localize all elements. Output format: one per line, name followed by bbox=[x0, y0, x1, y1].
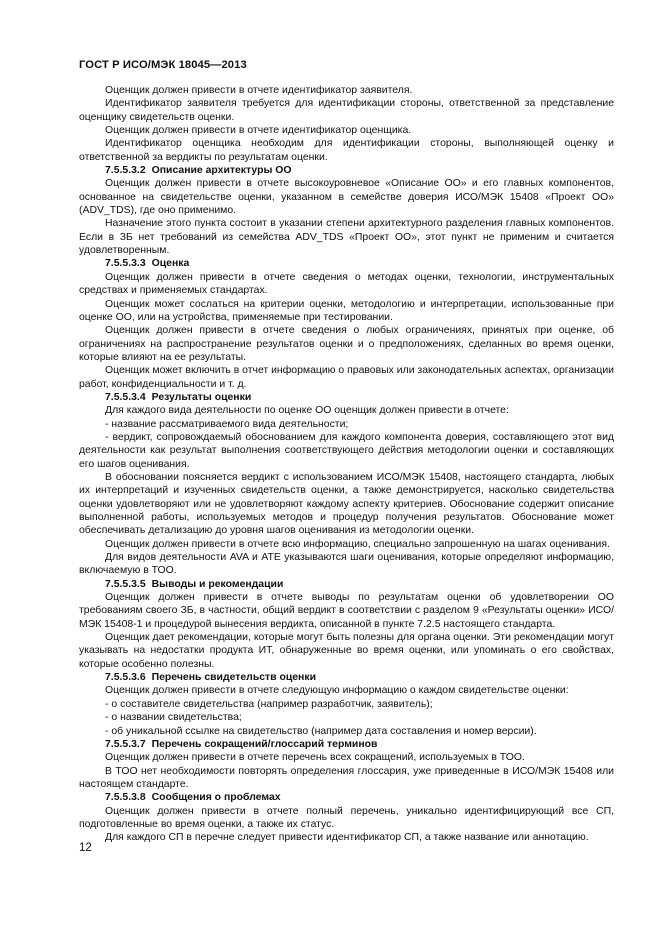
paragraph: Оценщик должен привести в отчете выводы по результатам оценки об удовлетворении ОО требованиям своего ЗБ, в частности, общий вердикт в соответствии с разделом 9 «Результаты оценки» ИСО/МЭК 15408-1 и процедурой вынесения вердикта, описанной в пункте 7.2.5 настоящего стандарта. bbox=[79, 592, 614, 630]
list-item: - название рассматриваемого вида деятельности; bbox=[105, 418, 349, 430]
section-title: Перечень свидетельств оценки bbox=[151, 672, 317, 684]
paragraph: Оценщик должен привести в отчете перечень всех сокращений, используемых в ТОО. bbox=[105, 752, 525, 764]
section-heading bbox=[79, 791, 614, 804]
paragraph: - вердикт, сопровождаемый обоснованием для каждого компонента доверия, составляющего этот вид деятельности как результат выполнения соответствующего действия методологии оценки и составляющих его шагов оценивания. bbox=[79, 431, 614, 470]
paragraph: Оценщик может сослаться на критерии оценки, методологию и интерпретации, использованные при оценке ОО, или на устройства, применяемые при тестировании. bbox=[79, 298, 614, 323]
list-item: - об уникальной ссылке на свидетельство (например дата составления и номер версии). bbox=[105, 725, 537, 737]
section-title: Сообщения о проблемах bbox=[151, 792, 281, 804]
section-heading bbox=[79, 257, 614, 270]
section-number: 7.5.5.3.2 bbox=[105, 165, 146, 177]
paragraph: Для видов деятельности AVA и ATE указываются шаги оценивания, которые определяют информацию, включаемую в ТОО. bbox=[79, 552, 614, 577]
paragraph: Оценщик должен привести в отчете высокоуровневое «Описание ОО» и его главных компонентов, основанное на свидетельстве оценки, указанном в семействе доверия ИСО/МЭК 15408 «Проект ОО» (ADV_TDS), где оно применимо. bbox=[79, 178, 614, 217]
paragraph: Для каждого СП в перечне следует привести идентификатор СП, а также название или аннотацию. bbox=[105, 832, 589, 844]
section-title: Оценка bbox=[151, 258, 190, 270]
paragraph: Идентификатор заявителя требуется для идентификации стороны, ответственной за представление оценщику свидетельств оценки. bbox=[79, 98, 614, 123]
paragraph: Для каждого вида деятельности по оценке ОО оценщик должен привести в отчете: bbox=[105, 405, 509, 417]
section-title: Результаты оценки bbox=[151, 391, 252, 403]
paragraph: В обосновании поясняется вердикт с использованием ИСО/МЭК 15408, настоящего стандарта, любых их интерпретаций и изученных свидетельств оценки, а также демонстрируется, насколько свидетельства оценки удовлетворяют или не удовлетворяют каждому аспекту критериев. Обоснование содержит описание выполненной работы, используемых методов и процедур получения результатов. Обоснование может обеспечивать детализацию до уровня шагов оценивания из методологии оценки. bbox=[79, 471, 614, 537]
section-heading bbox=[79, 164, 614, 177]
list-item: - о составителе свидетельства (например разработчик, заявитель); bbox=[105, 698, 433, 710]
section-heading bbox=[79, 671, 614, 684]
section-title: Перечень сокращений/глоссарий терминов bbox=[151, 738, 378, 750]
paragraph: Оценщик может включить в отчет информацию о правовых или законодательных аспектах, организации работ, конфиденциальности и т. д. bbox=[79, 365, 615, 390]
paragraph: Идентификатор оценщика необходим для идентификации стороны, выполняющей оценку и ответственной за вердикты по результатам оценки. bbox=[79, 138, 614, 163]
document-header: ГОСТ Р ИСО/МЭК 18045—2013 bbox=[79, 59, 247, 71]
section-title: Выводы и рекомендации bbox=[151, 578, 284, 590]
paragraph: В ТОО нет необходимости повторять определения глоссария, уже приведенные в ИСО/МЭК 15408 или настоящем стандарте. bbox=[79, 765, 614, 790]
paragraph: Назначение этого пункта состоит в указании степени архитектурного разделения главных компонентов. Если в ЗБ нет требований из семейства ADV_TDS «Проект ОО», этот пункт не применим и считается удовлетворенным. bbox=[79, 218, 614, 257]
list-item: - о названии свидетельства; bbox=[105, 712, 242, 724]
document-body bbox=[79, 84, 614, 845]
paragraph: Оценщик должен привести в отчете сведения о любых ограничениях, принятых при оценке, об ограничениях на распространение результатов оценки и о предположениях, сделанных во время оценки, которые влияют на ее результаты. bbox=[79, 325, 614, 363]
paragraph: Оценщик должен привести в отчете идентификатор оценщика. bbox=[105, 125, 412, 137]
section-heading bbox=[79, 578, 614, 591]
paragraph: Оценщик должен привести в отчете следующую информацию о каждом свидетельстве оценки: bbox=[105, 685, 569, 697]
section-title: Описание архитектуры ОО bbox=[151, 165, 292, 177]
paragraph: Оценщик должен привести в отчете полный перечень, уникально идентифицирующий все СП, подготовленные во время оценки, а также их статус. bbox=[79, 805, 614, 830]
section-number: 7.5.5.3.3 bbox=[105, 258, 146, 270]
paragraph: Оценщик должен привести в отчете сведения о методах оценки, технологии, инструментальных средствах и применяемых стандартах. bbox=[79, 271, 614, 297]
paragraph: Оценщик должен привести в отчете всю информацию, специально запрошенную на шагах оценивания. bbox=[105, 538, 610, 550]
section-number: 7.5.5.3.7 bbox=[105, 738, 146, 750]
section-number: 7.5.5.3.8 bbox=[105, 792, 146, 804]
section-number: 7.5.5.3.5 bbox=[105, 578, 146, 590]
section-heading bbox=[79, 391, 614, 404]
paragraph: Оценщик должен привести в отчете идентификатор заявителя. bbox=[105, 85, 413, 96]
paragraph: Оценщик дает рекомендации, которые могут быть полезны для органа оценки. Эти рекомендации могут указывать на недостатки продукта ИТ, обнаруженные во время оценки, или упоминать о его свойствах, которые особенно полезны. bbox=[79, 632, 614, 670]
section-number: 7.5.5.3.6 bbox=[105, 672, 146, 684]
section-number: 7.5.5.3.4 bbox=[105, 391, 146, 403]
section-heading bbox=[79, 738, 614, 751]
page-number: 12 bbox=[79, 842, 92, 854]
